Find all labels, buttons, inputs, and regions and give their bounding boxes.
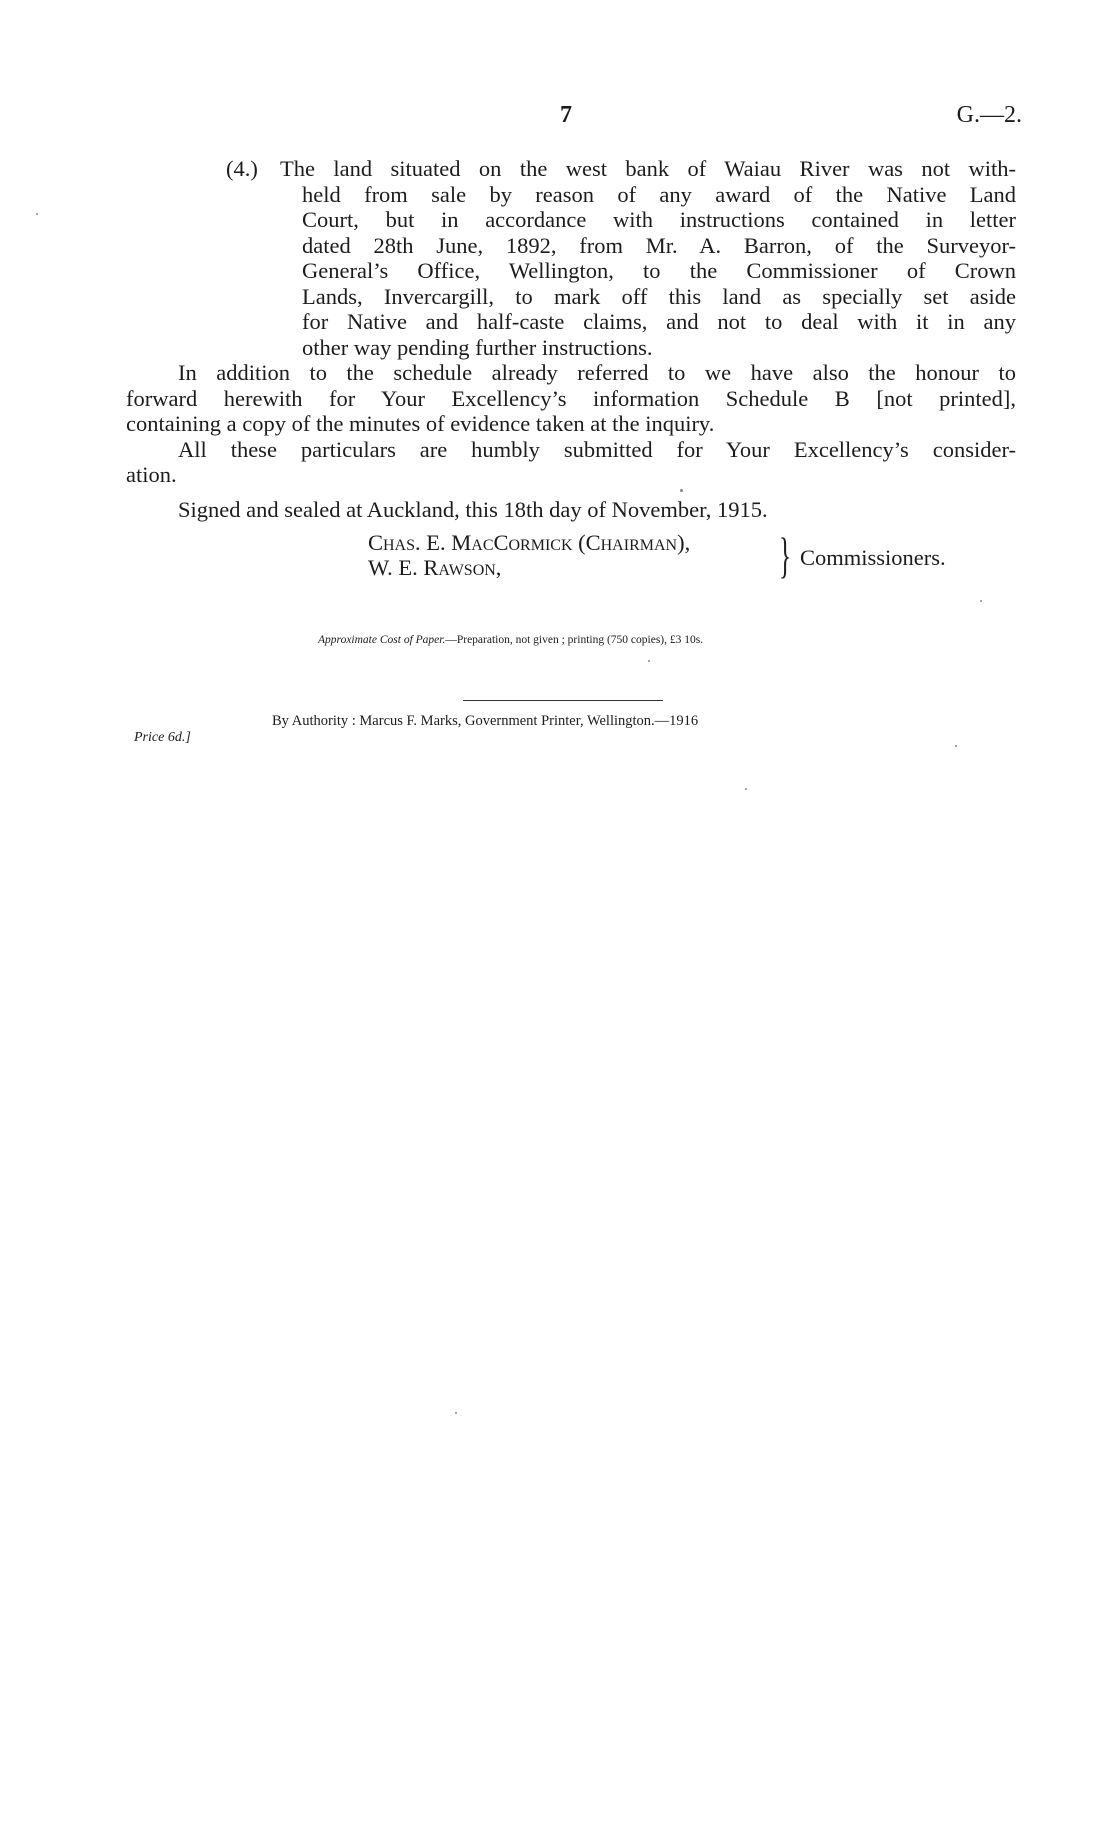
divider [463,700,663,701]
cost-note [318,634,703,646]
paragraph-line: In addition to the schedule already referred to we have also the honour to [178,360,1016,385]
signatory-commissioner: W. E. Rawson, [368,555,502,580]
item-line: for Native and half-caste claims, and not to deal with it in any [302,309,1016,334]
document-reference: G.—2. [956,102,1022,128]
paragraph-submission [126,437,1016,488]
page-number: 7 [560,102,572,128]
print-speck [455,1412,457,1414]
signatories-block [368,530,690,580]
numbered-item-4 [126,156,1016,360]
print-speck [680,489,683,492]
print-speck [648,660,650,662]
item-line: held from sale by reason of any award of the Native Land [302,181,1016,207]
item-line: The land situated on the west bank of Waiau River was not with- [280,156,1016,181]
print-speck [745,788,747,790]
item-number: (4.) [226,156,258,181]
item-line: Court, but in accordance with instructions contained in letter [302,207,1016,232]
signed-statement: Signed and sealed at Auckland, this 18th day of November, 1915. [178,497,768,522]
price-label: Price 6d.] [134,730,191,745]
cost-note-label: Approximate Cost of Paper. [318,634,446,646]
item-line: General’s Office, Wellington, to the Commissioner of Crown [302,258,1016,283]
signatory-role: Commissioners. [800,545,946,570]
print-speck [980,600,982,602]
item-line: Lands, Invercargill, to mark off this land as specially set aside [302,283,1016,309]
item-line: other way pending further instructions. [302,334,653,360]
print-speck [955,745,957,747]
body-text [126,156,1016,488]
item-line: dated 28th June, 1892, from Mr. A. Barron, of the Surveyor- [302,232,1016,258]
cost-note-text: —Preparation, not given ; printing (750 copies), £3 10s. [445,634,704,646]
paragraph-line: All these particulars are humbly submitted for Your Excellency’s consider- [178,436,1016,462]
print-speck [36,213,38,215]
signatory-chairman: Chas. E. MacCormick (Chairman), [368,530,691,555]
printer-authority: By Authority : Marcus F. Marks, Government Printer, Wellington.—1916 [272,713,699,729]
paragraph-addition [126,360,1016,437]
brace-icon: } [779,527,791,583]
paragraph-line: containing a copy of the minutes of evidence taken at the inquiry. [126,411,715,436]
paragraph-line: ation. [126,462,177,487]
paragraph-line: forward herewith for Your Excellency’s information Schedule B [not printed], [126,385,1016,411]
